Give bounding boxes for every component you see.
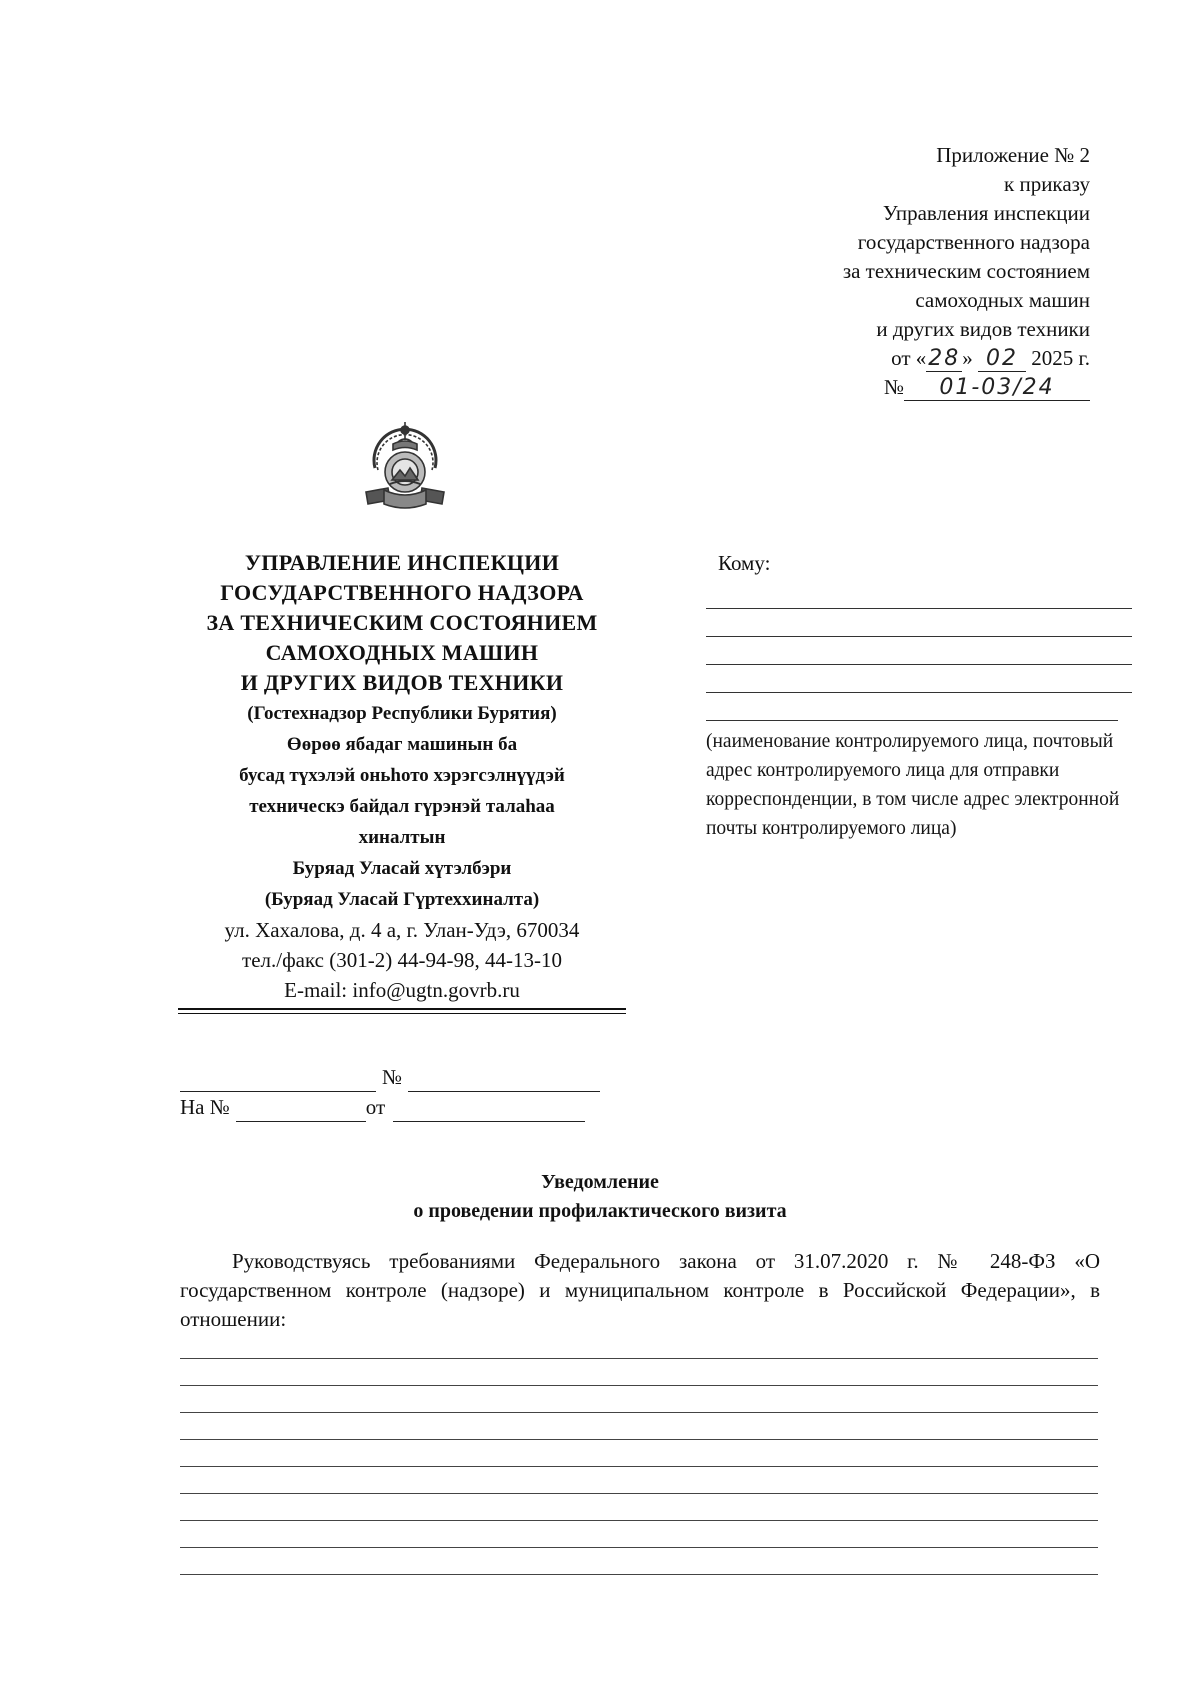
title-line: Уведомление: [541, 1171, 659, 1193]
org-buryat-line: бусад түхэлэй оньһото хэрэгсэлнүүдэй: [239, 765, 565, 786]
ref-date-field[interactable]: [393, 1100, 585, 1122]
body-blank-line[interactable]: [180, 1358, 1098, 1359]
org-subtitle-line: (Гостехнадзор Республики Бурятия): [247, 703, 557, 724]
appendix-line: Управления инспекции: [882, 201, 1090, 225]
appendix-line: государственного надзора: [857, 230, 1090, 254]
recipient-blank-line[interactable]: [706, 636, 1132, 637]
appendix-block: [843, 141, 1090, 402]
order-number-handwritten: 01-03/24: [904, 376, 1090, 401]
appendix-line: за техническим состоянием: [842, 259, 1090, 283]
body-blank-line[interactable]: [180, 1466, 1098, 1467]
date-month-handwritten: 02: [978, 347, 1026, 372]
title-subline: о проведении профилактического визита: [413, 1200, 787, 1222]
reference-number-row: [180, 1092, 600, 1122]
org-email: E-mail: info@ugtn.govrb.ru: [284, 978, 520, 1002]
recipient-note: (наименование контролируемого лица, почтовый адрес контролируемого лица для отправки корреспонденции, в том числе адрес электронной почты контролируемого лица): [706, 731, 1120, 839]
appendix-date: [843, 344, 1090, 373]
body-blank-line[interactable]: [180, 1385, 1098, 1386]
org-buryat-line: техническэ байдал гүрэнэй талаһаа: [249, 796, 555, 817]
coat-of-arms-icon: [360, 420, 450, 520]
appendix-line: и других видов техники: [876, 317, 1090, 341]
ref-number-field[interactable]: [236, 1100, 366, 1122]
from-label: от: [365, 1095, 386, 1119]
org-name-line: ЗА ТЕХНИЧЕСКИМ СОСТОЯНИЕМ: [206, 610, 598, 635]
number-prefix: №: [883, 375, 904, 399]
header-divider: [178, 1008, 626, 1010]
recipient-blank-line[interactable]: [706, 608, 1132, 609]
body-paragraph: Руководствуясь требованиями Федерального закона от 31.07.2020 г. № 248-ФЗ «О государственном контроле (надзоре) и муниципальном контроле в Российской Федерации», в отношении:: [180, 1249, 1100, 1331]
appendix-number: [843, 373, 1090, 402]
recipient-blank-line[interactable]: [706, 664, 1132, 665]
date-year: 2025 г.: [1031, 346, 1090, 370]
date-prefix: от «: [891, 346, 927, 370]
org-buryat-line: (Буряад Уласай Гүртеххиналта): [264, 889, 540, 910]
body-blank-line[interactable]: [180, 1547, 1098, 1548]
recipient-blank-line[interactable]: [706, 692, 1132, 693]
org-phone: тел./факс (301-2) 44-94-98, 44-13-10: [242, 948, 562, 972]
org-name-line: И ДРУГИХ ВИДОВ ТЕХНИКИ: [240, 670, 564, 695]
org-address: ул. Хахалова, д. 4 а, г. Улан-Удэ, 670034: [224, 918, 580, 942]
outgoing-number-field[interactable]: [408, 1070, 600, 1092]
body-blank-lines: [180, 1358, 1098, 1601]
appendix-line: к приказу: [1004, 172, 1090, 196]
org-name-line: САМОХОДНЫХ МАШИН: [265, 640, 539, 665]
body-blank-line[interactable]: [180, 1520, 1098, 1521]
body-blank-line[interactable]: [180, 1493, 1098, 1494]
appendix-line: самоходных машин: [915, 288, 1090, 312]
org-buryat-line: Буряад Уласай хүтэлбэри: [292, 858, 512, 879]
header-divider-thin: [178, 1013, 626, 1014]
date-mid: »: [962, 346, 973, 370]
registration-block: [180, 1062, 600, 1122]
org-buryat-line: Өөрөө ябадаг машинын ба: [286, 734, 518, 755]
document-title: [0, 1168, 1200, 1226]
org-name-line: УПРАВЛЕНИЕ ИНСПЕКЦИИ: [244, 550, 560, 575]
recipient-label: Кому:: [718, 551, 771, 575]
recipient-block: [706, 548, 1136, 843]
org-buryat-line: хиналтын: [358, 827, 446, 848]
ref-prefix: На №: [180, 1095, 230, 1119]
body-blank-line[interactable]: [180, 1574, 1098, 1575]
appendix-line: Приложение № 2: [936, 143, 1090, 167]
recipient-blank-line[interactable]: [706, 720, 1118, 721]
body-blank-line[interactable]: [180, 1412, 1098, 1413]
organization-header: [178, 548, 626, 1014]
number-sign: №: [382, 1065, 403, 1089]
body-blank-line[interactable]: [180, 1439, 1098, 1440]
outgoing-number-row: [180, 1062, 600, 1092]
outgoing-date-field[interactable]: [180, 1070, 376, 1092]
date-day-handwritten: 28: [928, 346, 961, 371]
org-name-line: ГОСУДАРСТВЕННОГО НАДЗОРА: [220, 580, 584, 605]
